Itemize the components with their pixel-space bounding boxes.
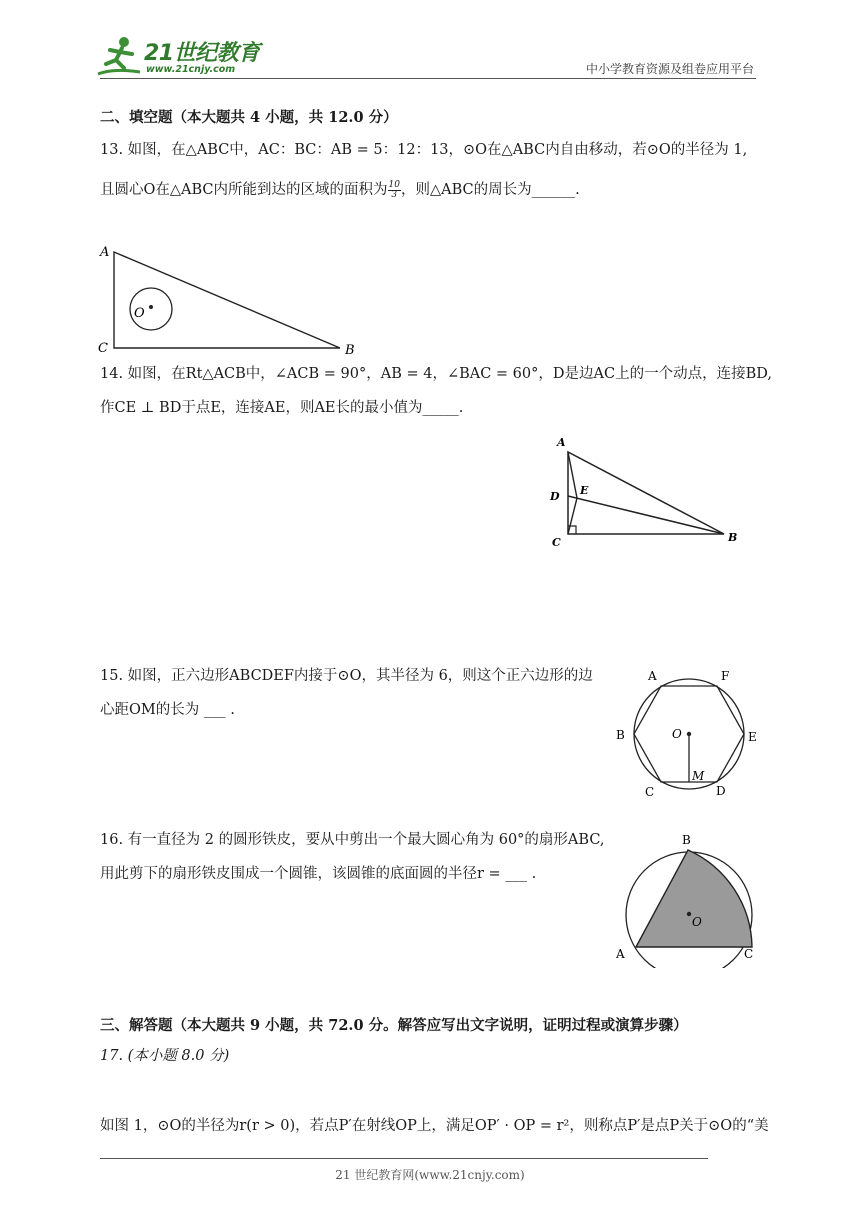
q13-fraction <box>388 181 401 200</box>
q13-line2-b: ，则△ABC的周长为______. <box>400 182 580 198</box>
q13-label-a: A <box>100 245 110 260</box>
q14-line1: 14. 如图，在Rt△ACB中，∠ACB = 90°，AB = 4，∠BAC = 60°，D是边AC上的一个动点，连接BD, <box>100 366 772 382</box>
q15-line2: 心距OM的长为 ___ . <box>100 702 235 718</box>
q15-label-m: M <box>692 769 705 783</box>
q15-label-f: F <box>721 669 730 683</box>
q16-label-a: A <box>616 947 625 961</box>
q15-label-a: A <box>648 669 657 683</box>
section3-title: 三、解答题（本大题共 9 小题，共 72.0 分。解答应写出文字说明，证明过程或演算步骤） <box>100 1017 688 1034</box>
q14-label-a: A <box>557 436 566 449</box>
q14-figure <box>540 430 750 550</box>
logo-text: 21世纪教育 <box>144 41 260 66</box>
q15-label-e: E <box>748 730 757 744</box>
q13-figure <box>90 240 370 360</box>
q15-label-c: C <box>645 785 655 799</box>
section2-title: 二、填空题（本大题共 4 小题，共 12.0 分） <box>100 109 398 126</box>
q13-line1: 13. 如图，在△ABC中，AC：BC：AB = 5：12：13，⊙O在△ABC内自由移动，若⊙O的半径为 1, <box>100 142 748 158</box>
q14-label-d: D <box>550 490 560 503</box>
platform-name: 中小学教育资源及组卷应用平台 <box>585 62 754 76</box>
q16-line1: 16. 有一直径为 2 的圆形铁皮，要从中剪出一个最大圆心角为 60°的扇形ABC, <box>100 832 605 848</box>
q15-line1: 15. 如图，正六边形ABCDEF内接于⊙O，其半径为 6，则这个正六边形的边 <box>100 668 593 684</box>
q16-label-o: O <box>692 915 702 929</box>
footer-rule <box>100 1158 708 1159</box>
q16-label-c: C <box>744 947 754 961</box>
logo-url: www.21cnjy.com <box>146 64 236 75</box>
q13-line2 <box>100 180 580 200</box>
q17-head: 17. (本小题 8.0 分) <box>100 1048 230 1064</box>
q14-label-b: B <box>728 531 738 544</box>
q13-frac-den: 3 <box>391 189 398 200</box>
q15-label-b: B <box>616 728 625 742</box>
logo-runner-icon <box>94 34 146 78</box>
q13-line2-a: 且圆心O在△ABC内所能到达的区域的面积为 <box>100 182 388 198</box>
q17-line1: 如图 1，⊙O的半径为r(r > 0)，若点P′在射线OP上，满足OP′ · OP = r²，则称点P′是点P关于⊙O的“美 <box>100 1118 769 1134</box>
q14-line2: 作CE ⊥ BD于点E，连接AE，则AE长的最小值为_____. <box>100 400 464 416</box>
q15-figure <box>610 664 770 804</box>
q14-label-c: C <box>552 536 561 549</box>
header-rule <box>100 78 756 79</box>
q16-label-b: B <box>682 833 691 847</box>
footer-text: 21 世纪教育网(www.21cnjy.com) <box>335 1168 525 1182</box>
q16-figure <box>610 828 770 968</box>
q13-label-b: B <box>345 343 355 358</box>
q15-label-d: D <box>716 784 726 798</box>
q13-frac-num: 10 <box>388 179 400 190</box>
q14-label-e: E <box>580 484 589 497</box>
q16-line2: 用此剪下的扇形铁皮围成一个圆锥，该圆锥的底面圆的半径r = ___ . <box>100 866 537 882</box>
q13-label-c: C <box>98 341 108 356</box>
q13-label-o: O <box>134 306 145 321</box>
q15-label-o: O <box>672 727 682 741</box>
